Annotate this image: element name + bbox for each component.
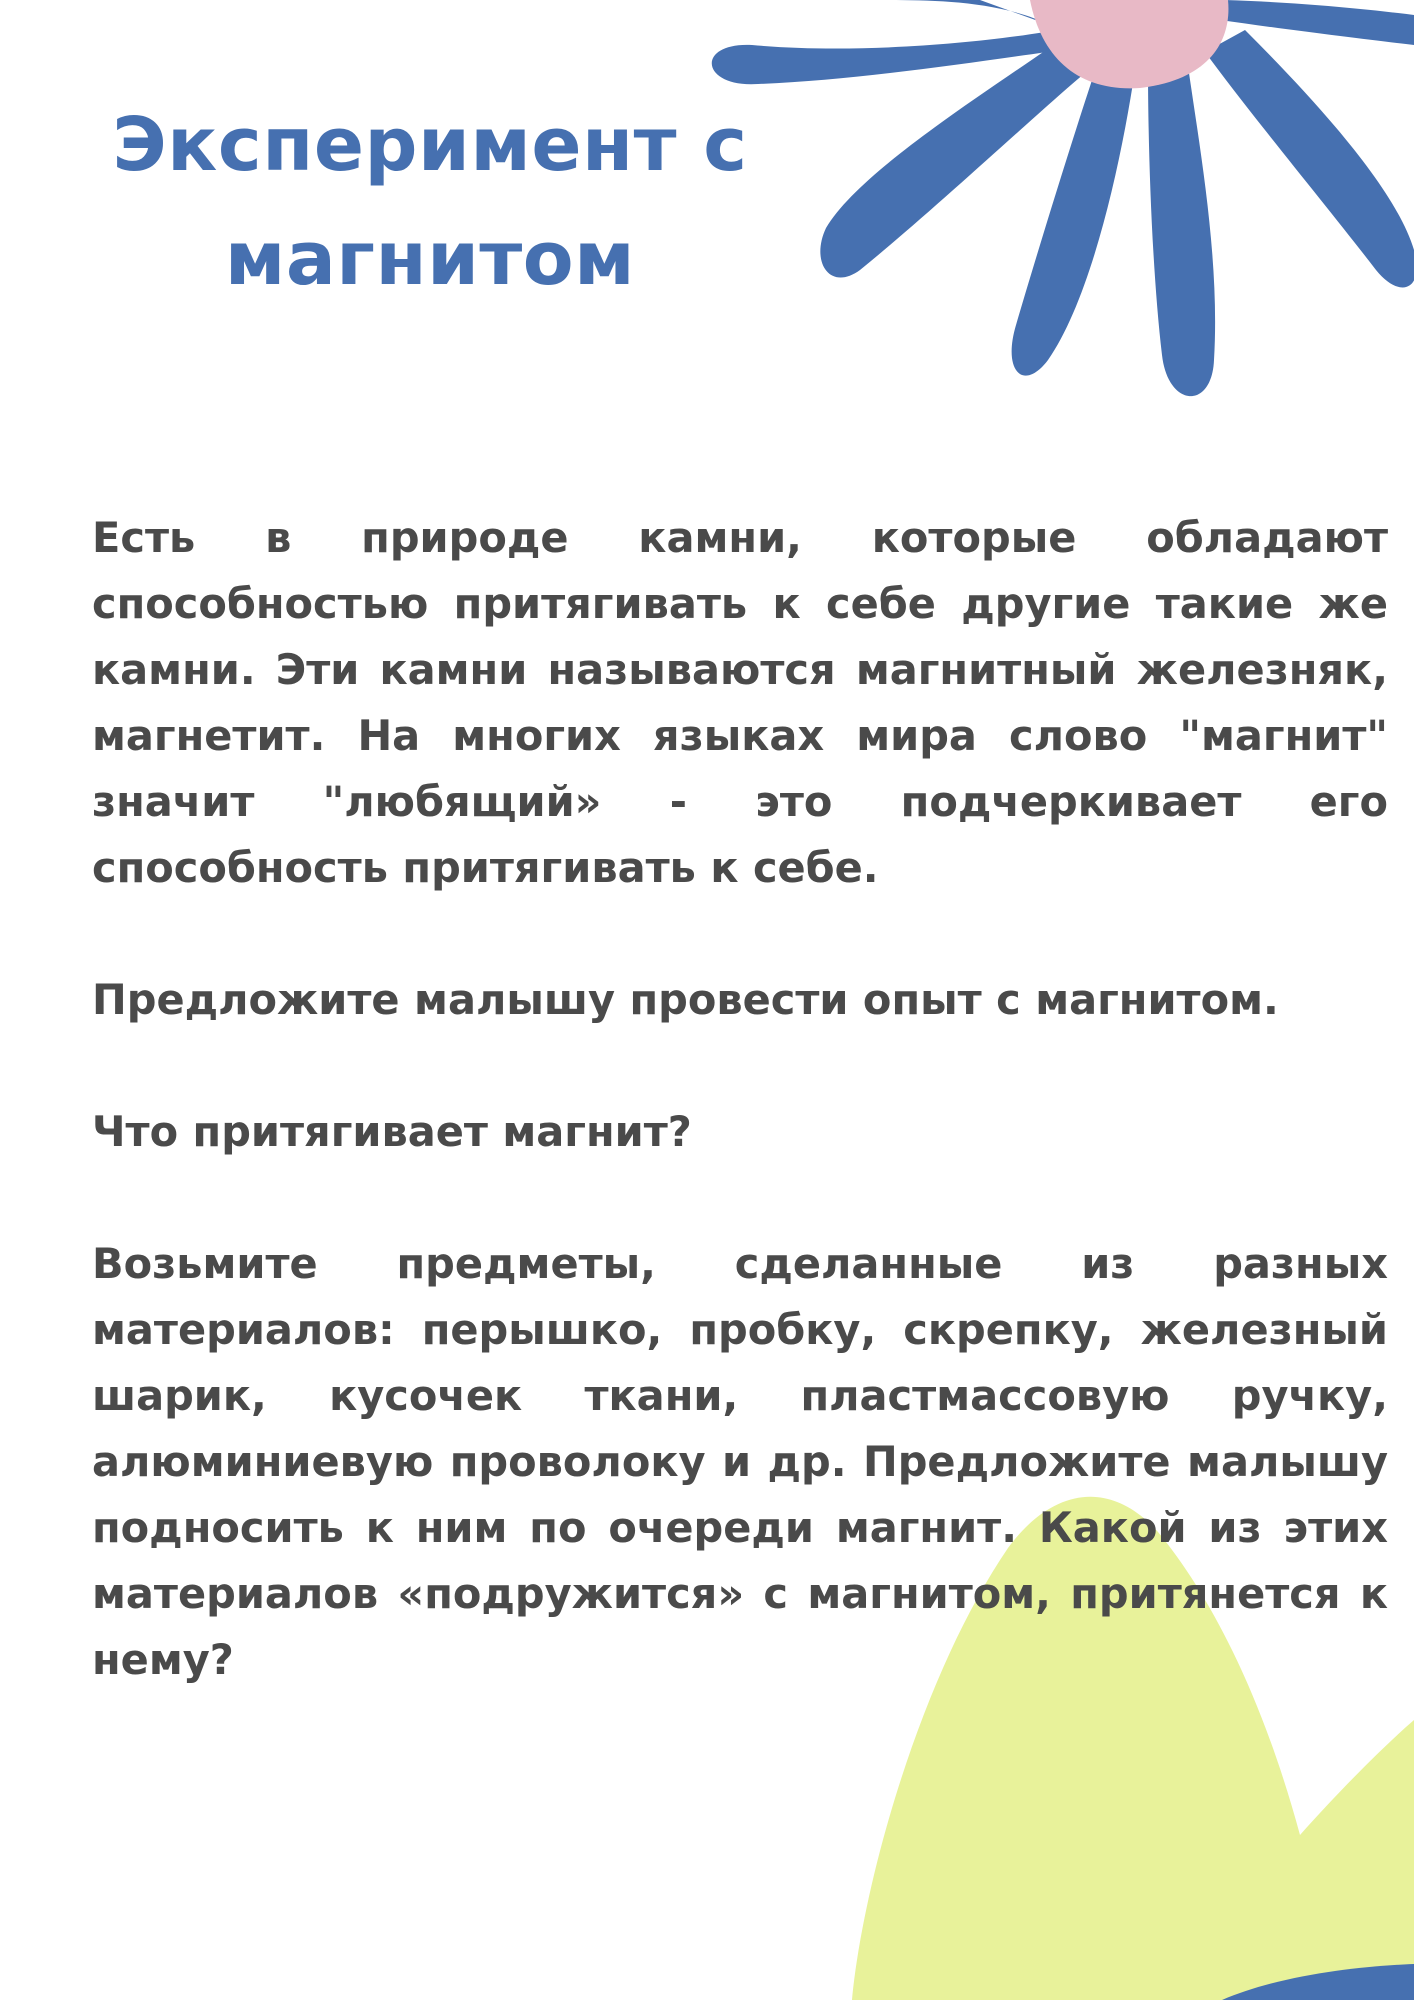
title-line-1: Эксперимент с	[112, 102, 748, 188]
intro-paragraph: Есть в природе камни, которые обладают способностью притягивать к себе другие такие же камни. Эти камни называются магнитный железняк, магнетит. На многих языках мира слово "магнит" значит "любящий» - это подчеркивает его способность притягивать к себе.	[92, 513, 1388, 892]
flower-icon	[712, 0, 1414, 396]
page-title	[60, 88, 800, 316]
instructions-paragraph: Возьмите предметы, сделанные из разных материалов: перышко, пробку, скрепку, железный шарик, кусочек ткани, пластмассовую ручку, алюминиевую проволоку и др. Предложите малышу подносить к ним по очереди магнит. Какой из этих материалов «подружится» с магнитом, притянется к нему?	[92, 1239, 1388, 1684]
article-body	[92, 505, 1388, 1693]
title-line-2: магнитом	[224, 216, 636, 302]
suggestion-paragraph: Предложите малышу провести опыт с магнитом.	[92, 975, 1279, 1024]
question-paragraph: Что притягивает магнит?	[92, 1107, 692, 1156]
